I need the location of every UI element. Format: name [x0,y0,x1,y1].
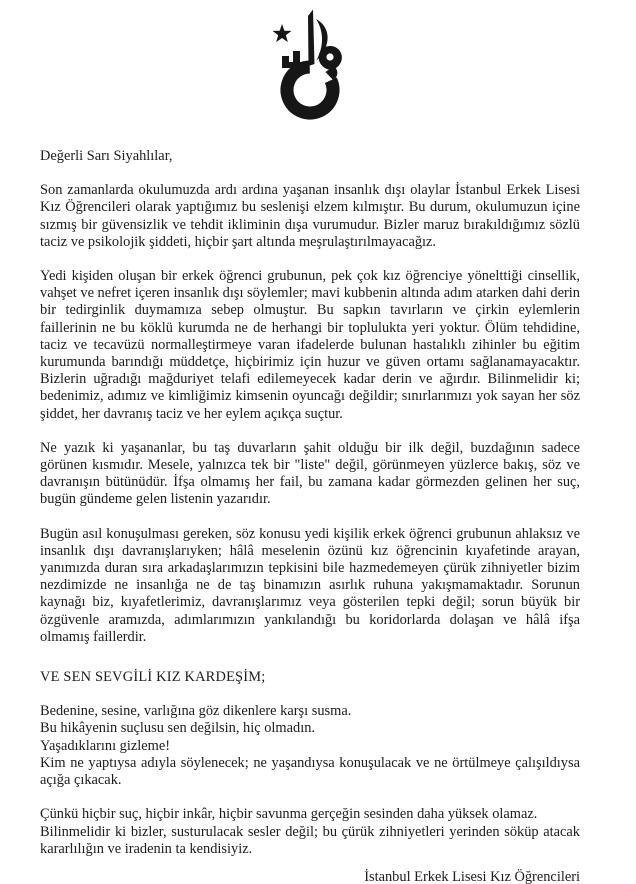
school-emblem [40,8,580,122]
section-heading: VE SEN SEVGİLİ KIZ KARDEŞİM; [40,669,266,686]
emblem-dot [326,53,333,60]
paragraph-2: Yedi kişiden oluşan bir erkek öğrenci grubunun, pek çok kız öğrenciye yönelttiği cinsellik, vahşet ve nefret içeren insanlık dışı söylemler; mavi kubbenin altında adım atarken dahi derin bir tedirginlik duymamıza sebep olmuştur. Bu sapkın tavırların ve çirkin eylemlerin faillerinin ne bu köklü kurumda ne de herhangi bir toplulukta yeri yoktur. Ölüm tehdidine, taciz ve tecavüzü normalleştirmeye varan ifadelerde bulunan hastalıklı zihinler bu eğitim kurumunda barındığı müddetçe, hiçbirimiz için huzur ve güven ortamı sağlanamayacaktır. Bizlerin uğradığı mağduriyet telafi edilemeyecek kadar derin ve ağırdır. Bilinmelidir ki; bedenimiz, adımız ve kimliğimiz kimsenin oyuncağı değildir; sınırlarımızı yok sayan her söz şiddet, her davranış taciz ve her eylem açıkça suçtur. [40,268,580,422]
address-line-4: Kim ne yaptıysa adıyla söylenecek; ne yaşandıysa konuşulacak ve ne örtülmeye çalışıldıysa açığa çıkacak. [40,754,580,789]
closing-line-2: Bilinmelidir ki bizler, susturulacak sesler değil; bu çürük zihniyetleri yerinden söküp atacak kararlılığın ve iradenin ta kendisiyiz. [40,823,580,857]
paragraph-3: Ne yazık ki yaşananlar, bu taş duvarların şahit olduğu bir ilk değil, buzdağının sadece görünen kısmıdır. Mesele, yalnızca tek bir "liste" değil, görünmeyen yüzlerce bakış, söz ve davranışın bütünüdür. İfşa olmamış her fail, bu zamana kadar görmezden gelinen her suç, bugün gündeme gelen listenin yazarıdır. [40,439,580,508]
closing-line-1: Çünkü hiçbir suç, hiçbir inkâr, hiçbir savunma gerçeğin sesinden daha yüksek olamaz. [40,806,538,823]
address-line-1: Bedenine, sesine, varlığına göz dikenlere karşı susma. [40,703,352,720]
salutation: Değerli Sarı Siyahlılar, [40,148,173,164]
letter-body [40,148,580,884]
address-to-sisters [40,703,580,789]
signature: İstanbul Erkek Lisesi Kız Öğrencileri [364,868,580,884]
school-emblem-icon [258,8,362,122]
emblem-letter-blocks [282,51,306,68]
closing-statement [40,806,580,858]
emblem-alif-stroke [308,10,315,67]
address-line-2: Bu hikâyenin suçlusu sen değilsin, hiç olmadın. [40,720,315,737]
star-icon [273,24,292,42]
address-line-3: Yaşadıklarını gizleme! [40,737,171,754]
paragraph-4: Bugün asıl konuşulması gereken, söz konusu yedi kişilik erkek öğrenci grubunun ahlaksız ve insanlık dışı davranışlarıyken; hâlâ meselenin özünü kız öğrencinin kıyafetinde arayan, yanımızda duran sıra arkadaşlarımızın tepkisini bile hazmedemeyen çürük zihniyetler bizim nezdimizde ne insanlığa ne de taş binamızın asırlık ruhuna yakışmamaktadır. Sorunun kaynağı biz, kıyafetlerimiz, davranışlarımız veya gösterilen tepki değil; sorun büyük bir özgüvenle aramızda, adımlarımızın yankılandığı bu koridorlarda dolaşan ve hâlâ ifşa olmamış faillerdir. [40,525,580,645]
paragraph-1: Son zamanlarda okulumuzda ardı ardına yaşanan insanlık dışı olaylar İstanbul Erkek Lisesi Kız Öğrencileri olarak yaptığımız bu seslenişi elzem kılmıştır. Bu durum, okulumuzun içine sızmış bir güvensizlik ve tehdit ikliminin dışa vurumudur. Bizler maruz bırakıldığımız sözlü taciz ve psikolojik şiddeti, hiçbir şart altında meşrulaştırılmayacağız. [40,182,580,250]
